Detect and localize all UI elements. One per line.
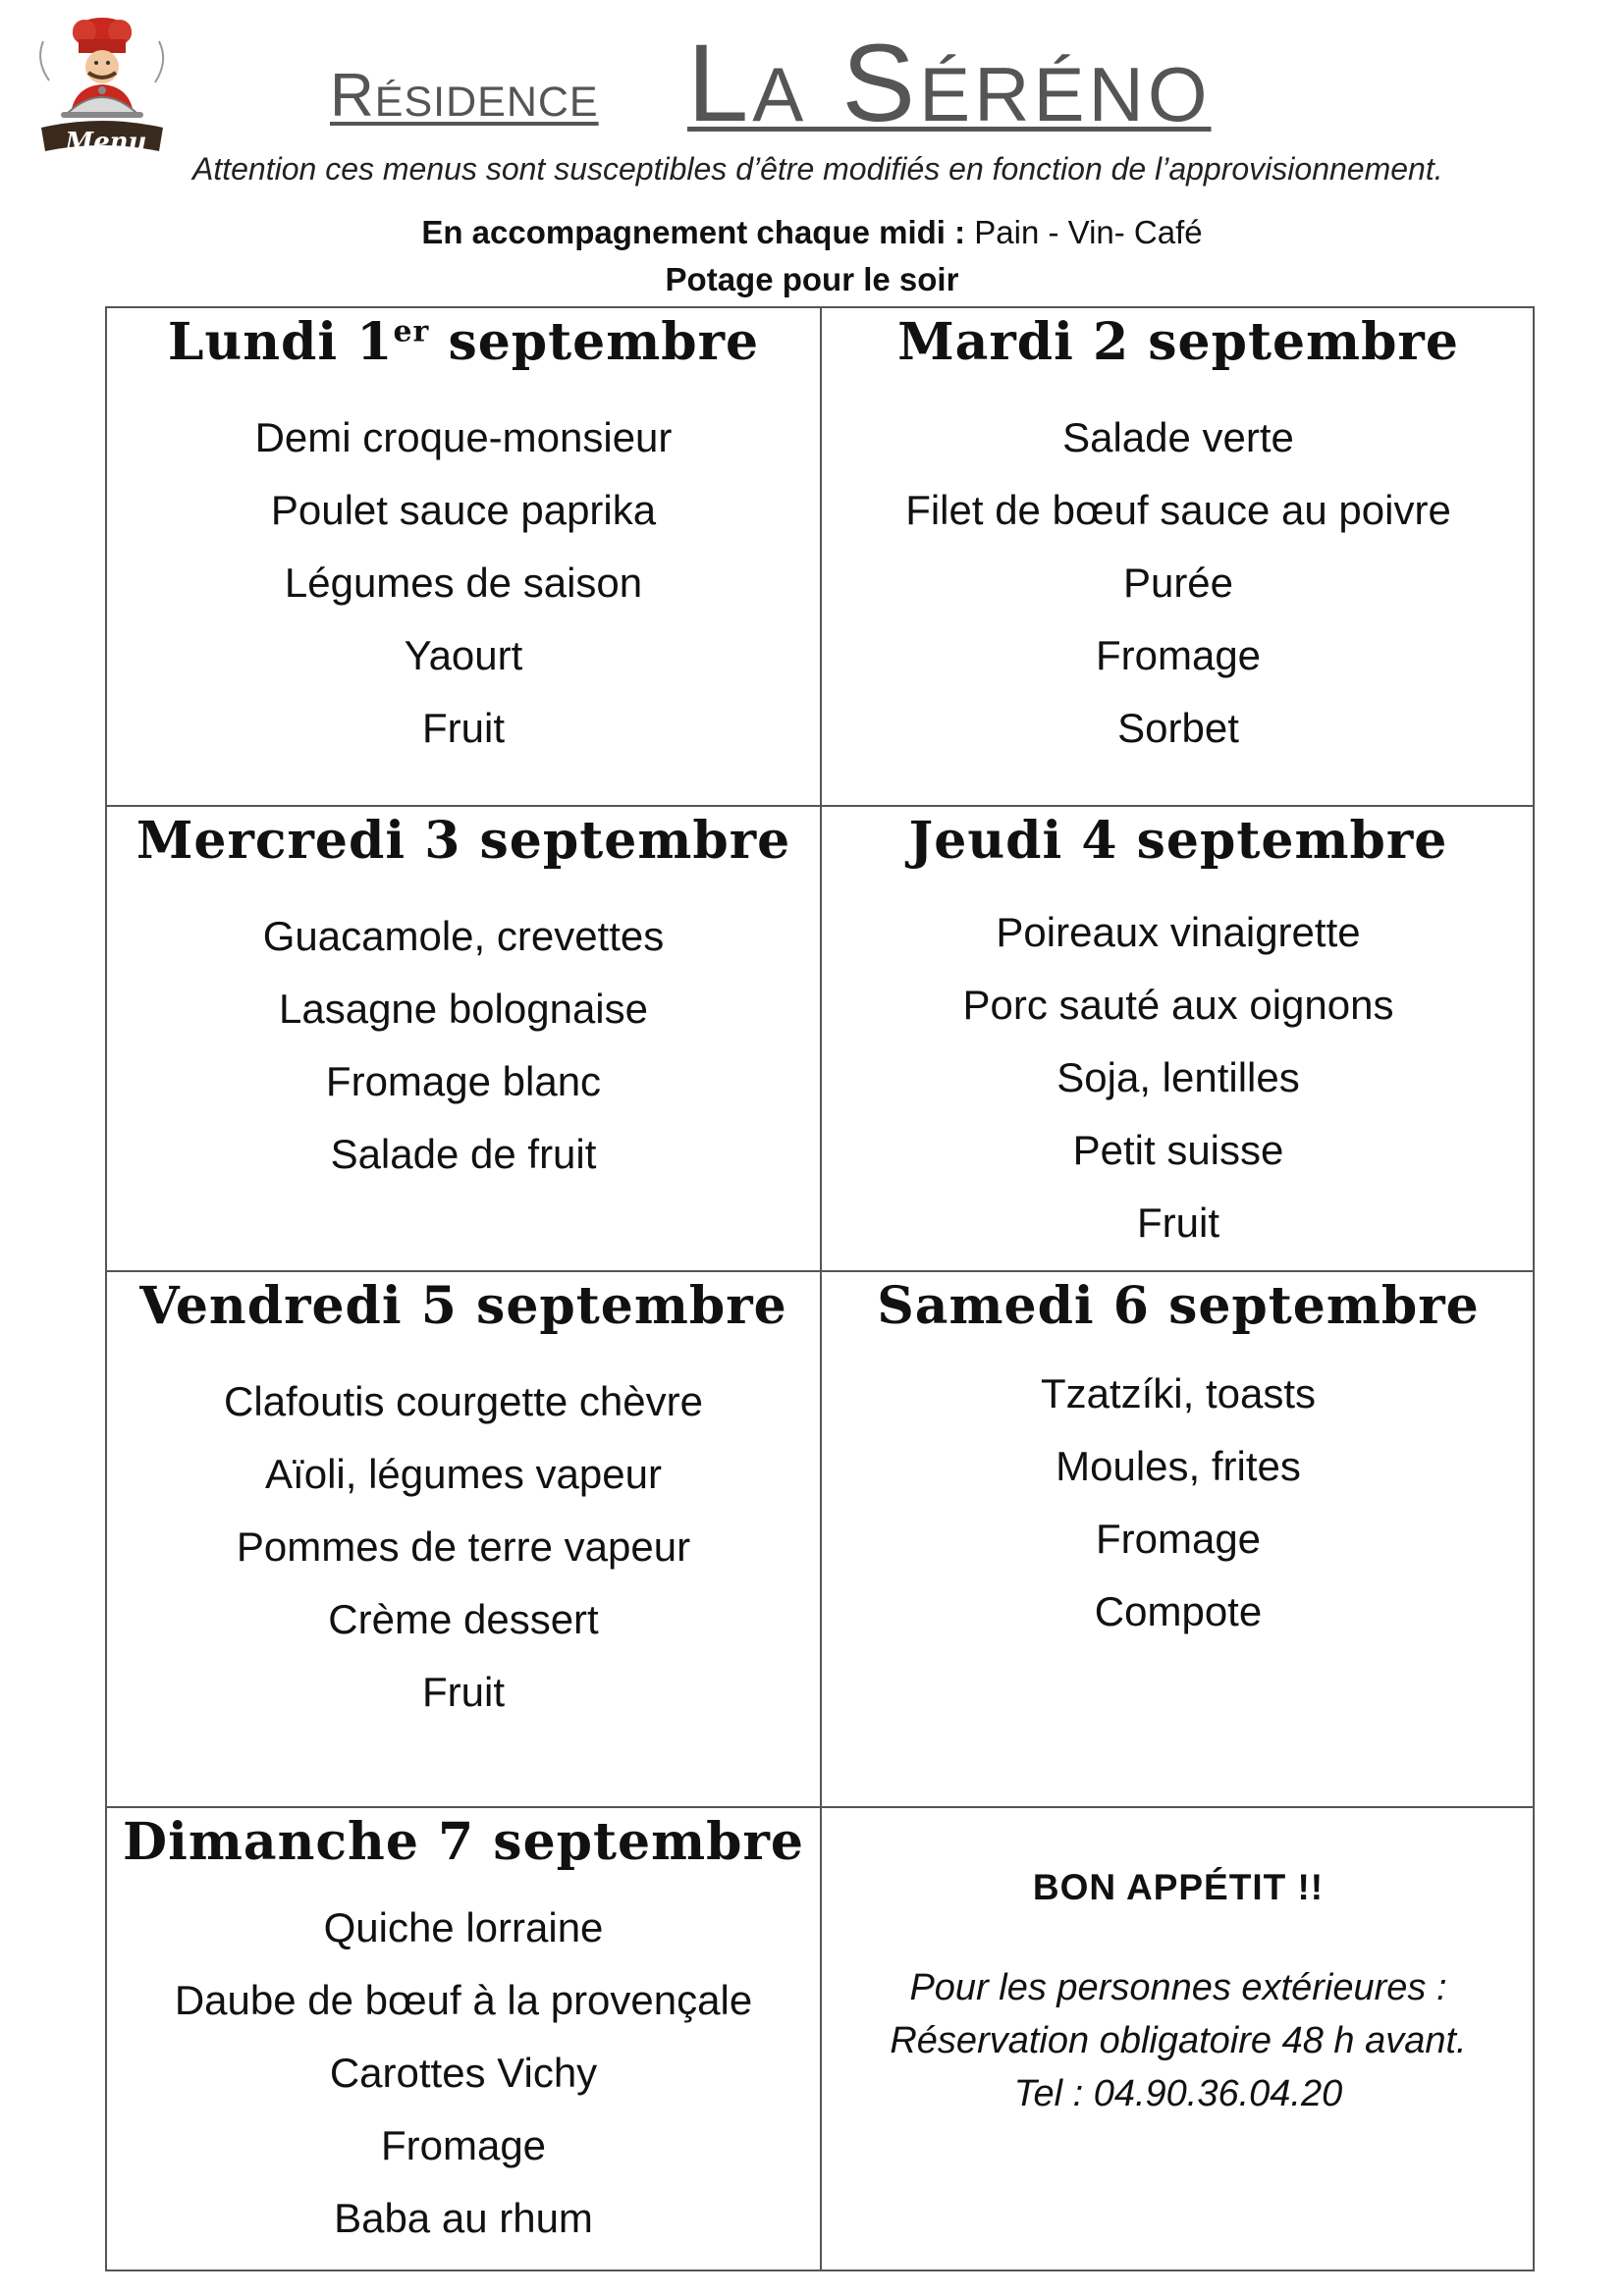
dish-item: Fromage (1095, 632, 1262, 678)
title-residence: Résidence (330, 62, 599, 130)
accompaniment-value: Pain - Vin- Café (965, 214, 1203, 250)
dish-item: Légumes de saison (284, 560, 643, 606)
dish-item: Pommes de terre vapeur (236, 1523, 691, 1570)
dish-item: Tzatzíki, toasts (1040, 1370, 1317, 1416)
daily-accompaniment (0, 214, 1624, 251)
dish-item: Salade verte (1062, 414, 1294, 460)
menu-grid (105, 306, 1535, 2271)
dish-item: Lasagne bolognaise (279, 986, 648, 1032)
dish-item: Fruit (1137, 1200, 1219, 1246)
dish-item: Porc sauté aux oignons (962, 982, 1394, 1028)
dish-item: Crème dessert (328, 1596, 599, 1642)
dish-list (822, 1358, 1535, 1648)
logo-text: Menu (65, 128, 147, 157)
dish-list (107, 1365, 820, 1729)
dish-item: Yaourt (404, 632, 523, 678)
dish-list (107, 900, 820, 1191)
dish-item: Moules, frites (1056, 1443, 1301, 1489)
dish-item: Baba au rhum (334, 2195, 593, 2241)
day-cell-wednesday (107, 807, 820, 1270)
day-cell-sunday (107, 1808, 820, 2269)
info-cell (822, 1808, 1535, 2269)
bon-appetit: BON APPÉTIT !! (1032, 1867, 1325, 1907)
supply-notice: Attention ces menus sont susceptibles d’être modifiés en fonction de l’approvisionnement. (192, 151, 1443, 187)
dish-item: Guacamole, crevettes (262, 913, 665, 959)
day-title: Samedi 6 septembre (877, 1276, 1480, 1336)
day-title: Mardi 2 septembre (897, 312, 1459, 372)
day-title: Vendredi 5 septembre (139, 1276, 787, 1336)
external-guests-line: Pour les personnes extérieures : (909, 1967, 1447, 2008)
phone-line: Tel : 04.90.36.04.20 (1013, 2073, 1343, 2114)
dish-item: Salade de fruit (330, 1131, 597, 1177)
dish-item: Fromage blanc (325, 1058, 602, 1104)
dish-item: Aïoli, légumes vapeur (265, 1451, 662, 1497)
evening-soup: Potage pour le soir (665, 261, 959, 297)
dish-item: Fruit (422, 1669, 505, 1715)
dish-list (107, 401, 820, 765)
day-title: Lundi 1er septembre (167, 312, 760, 372)
title-la-sereno: La Séréno (687, 22, 1212, 144)
dish-item: Fromage (380, 2122, 547, 2168)
reservation-info (822, 1961, 1535, 2120)
dish-item: Sorbet (1117, 705, 1239, 751)
day-cell-friday (107, 1272, 820, 1806)
dish-item: Petit suisse (1072, 1127, 1284, 1173)
day-cell-thursday (822, 807, 1535, 1270)
dish-item: Filet de bœuf sauce au poivre (905, 487, 1451, 533)
dish-item: Clafoutis courgette chèvre (224, 1378, 703, 1424)
day-title: Jeudi 4 septembre (908, 811, 1448, 871)
dish-item: Poulet sauce paprika (270, 487, 657, 533)
dish-item: Daube de bœuf à la provençale (174, 1977, 753, 2023)
accompaniment-label: En accompagnement chaque midi : (421, 214, 966, 250)
reservation-line: Réservation obligatoire 48 h avant. (890, 2020, 1467, 2061)
dish-item: Soja, lentilles (1056, 1054, 1300, 1100)
dish-item: Purée (1122, 560, 1234, 606)
dish-item: Quiche lorraine (323, 1904, 604, 1950)
day-title: Dimanche 7 septembre (123, 1812, 804, 1872)
day-title: Mercredi 3 septembre (135, 811, 791, 871)
dish-item: Compote (1094, 1588, 1263, 1634)
day-cell-monday (107, 308, 820, 805)
dish-item: Fromage (1095, 1516, 1262, 1562)
dish-list (822, 896, 1535, 1259)
dish-list (107, 1892, 820, 2255)
dish-list (822, 401, 1535, 765)
day-cell-saturday (822, 1272, 1535, 1806)
dish-item: Fruit (422, 705, 505, 751)
dish-item: Demi croque-monsieur (254, 414, 673, 460)
day-cell-tuesday (822, 308, 1535, 805)
dish-item: Poireaux vinaigrette (996, 909, 1361, 955)
dish-item: Carottes Vichy (329, 2050, 598, 2096)
